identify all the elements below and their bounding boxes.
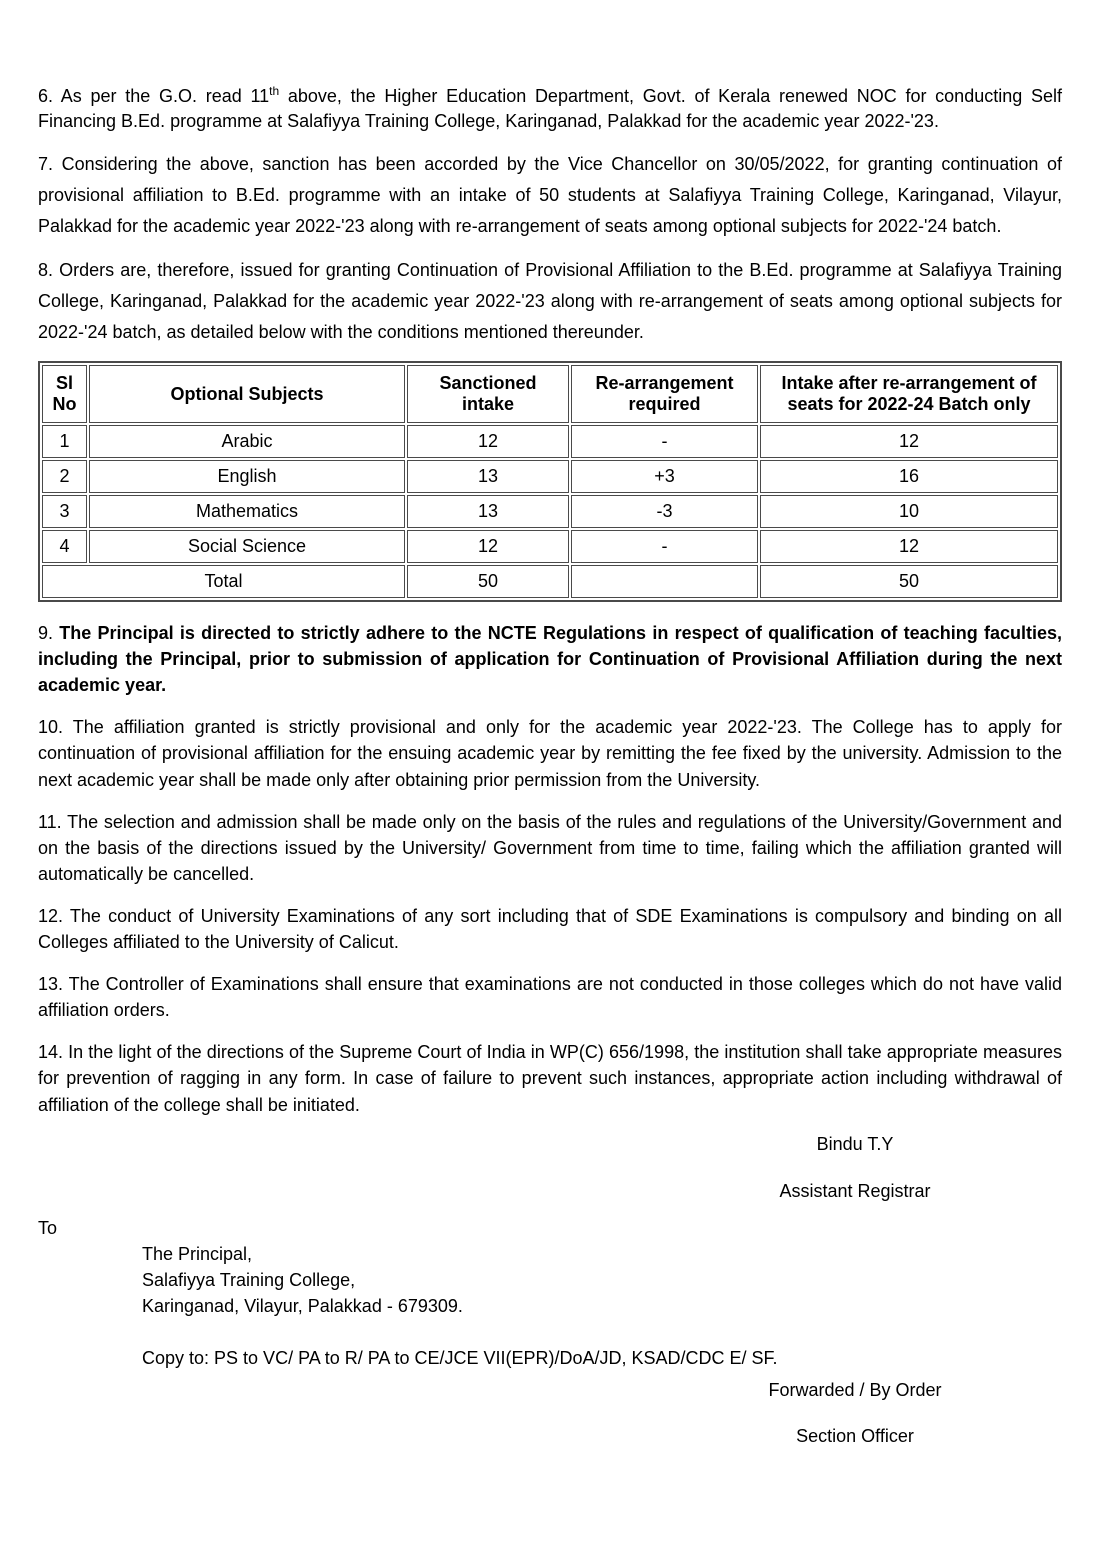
paragraph-6 <box>38 84 1062 134</box>
cell-subject: Mathematics <box>89 495 405 528</box>
signatory-designation: Assistant Registrar <box>779 1180 931 1201</box>
cell-total-sanctioned: 50 <box>407 565 569 598</box>
cell-sanctioned: 13 <box>407 495 569 528</box>
cell-sl-no: 3 <box>42 495 87 528</box>
paragraph-6-text-before-superscript: 6. As per the G.O. read 11 <box>38 86 270 106</box>
col-header-sl-no: Sl No <box>42 365 87 423</box>
col-header-rearrangement-required: Re-arrangement required <box>571 365 758 423</box>
paragraph-7: 7. Considering the above, sanction has been accorded by the Vice Chancellor on 30/05/2022, for granting continuation of provisional affiliation to B.Ed. programme with an intake of 50 students at Salafiyya Training College, Karinganad, Vilayur, Palakkad for the academic year 2022-'23 along with re-arrangement of seats among optional subjects for 2022-'24 batch. <box>38 154 1062 237</box>
cell-sl-no: 1 <box>42 425 87 458</box>
table-row <box>42 425 1058 458</box>
cell-rearrangement: - <box>571 425 758 458</box>
address-line-college: Salafiyya Training College, <box>142 1269 356 1290</box>
recipient-address <box>142 1241 1062 1319</box>
forwarding-block <box>655 1380 1055 1447</box>
paragraph-9-number: 9. <box>38 623 60 644</box>
cell-total-rearrangement <box>571 565 758 598</box>
cell-rearrangement: -3 <box>571 495 758 528</box>
cell-sl-no: 2 <box>42 460 87 493</box>
signature-block <box>655 1134 1055 1202</box>
table-row <box>42 530 1058 563</box>
address-line-location: Karinganad, Vilayur, Palakkad - 679309. <box>142 1295 463 1316</box>
subjects-table <box>38 361 1062 602</box>
cell-total-label: Total <box>42 565 405 598</box>
paragraph-8: 8. Orders are, therefore, issued for granting Continuation of Provisional Affiliation to the B.Ed. programme at Salafiyya Training College, Karinganad, Palakkad for the academic year 2022-'23 along with re-arrangement of seats among optional subjects for 2022-'24 batch, as detailed below with the conditions mentioned thereunder. <box>38 260 1062 343</box>
paragraph-12: 12. The conduct of University Examinations of any sort including that of SDE Examinations is compulsory and binding on all Colleges affiliated to the University of Calicut. <box>38 905 1062 953</box>
cell-sanctioned: 12 <box>407 530 569 563</box>
cell-rearrangement: +3 <box>571 460 758 493</box>
col-header-intake-after-rearrangement: Intake after re-arrangement of seats for 2022-24 Batch only <box>760 365 1058 423</box>
superscript-ordinal-th: th <box>269 84 280 98</box>
table-total-row <box>42 565 1058 598</box>
col-header-optional-subjects: Optional Subjects <box>89 365 405 423</box>
to-label: To <box>38 1217 58 1238</box>
table-row <box>42 460 1058 493</box>
cell-sl-no: 4 <box>42 530 87 563</box>
cell-subject: Social Science <box>89 530 405 563</box>
cell-intake: 10 <box>760 495 1058 528</box>
paragraph-10: 10. The affiliation granted is strictly provisional and only for the academic year 2022-'23. The College has to apply for continuation of provisional affiliation for the ensuing academic year by remitting the fee fixed by the university. Admission to the next academic year shall be made only after obtaining prior permission from the University. <box>38 717 1062 790</box>
copy-to-line: Copy to: PS to VC/ PA to R/ PA to CE/JCE VII(EPR)/DoA/JD, KSAD/CDC E/ SF. <box>142 1347 778 1368</box>
paragraph-6-text-after-superscript: above, the Higher Education Department, Govt. of Kerala renewed NOC for conducting Self Financing B.Ed. programme at Salafiyya Training College, Karinganad, Palakkad for the academic year 2022-'23. <box>38 86 1062 132</box>
cell-intake: 16 <box>760 460 1058 493</box>
table-header-row <box>42 365 1058 423</box>
paragraph-9 <box>38 620 1062 698</box>
forwarded-by-order: Forwarded / By Order <box>768 1380 942 1401</box>
col-header-sanctioned-intake: Sanctioned intake <box>407 365 569 423</box>
cell-sanctioned: 12 <box>407 425 569 458</box>
cell-intake: 12 <box>760 425 1058 458</box>
address-line-recipient: The Principal, <box>142 1243 253 1264</box>
cell-rearrangement: - <box>571 530 758 563</box>
table-row <box>42 495 1058 528</box>
paragraph-11: 11. The selection and admission shall be made only on the basis of the rules and regulations of the University/Government and on the basis of the directions issued by the University/ Government from time to time, failing which the affiliation granted will automatically be cancelled. <box>38 811 1062 884</box>
paragraph-14: 14. In the light of the directions of the Supreme Court of India in WP(C) 656/1998, the institution shall take appropriate measures for prevention of ragging in any form. In case of failure to prevent such instances, appropriate action including withdrawal of affiliation of the college shall be initiated. <box>38 1042 1062 1115</box>
cell-total-intake: 50 <box>760 565 1058 598</box>
section-officer: Section Officer <box>796 1426 914 1447</box>
cell-intake: 12 <box>760 530 1058 563</box>
signatory-name: Bindu T.Y <box>816 1133 894 1154</box>
cell-subject: Arabic <box>89 425 405 458</box>
paragraph-13: 13. The Controller of Examinations shall ensure that examinations are not conducted in those colleges which do not have valid affiliation orders. <box>38 974 1062 1021</box>
paragraph-9-bold-text: The Principal is directed to strictly adhere to the NCTE Regulations in respect of qualification of teaching faculties, including the Principal, prior to submission of application for Continuation of Provisional Affiliation during the next academic year. <box>38 623 1062 696</box>
cell-subject: English <box>89 460 405 493</box>
cell-sanctioned: 13 <box>407 460 569 493</box>
